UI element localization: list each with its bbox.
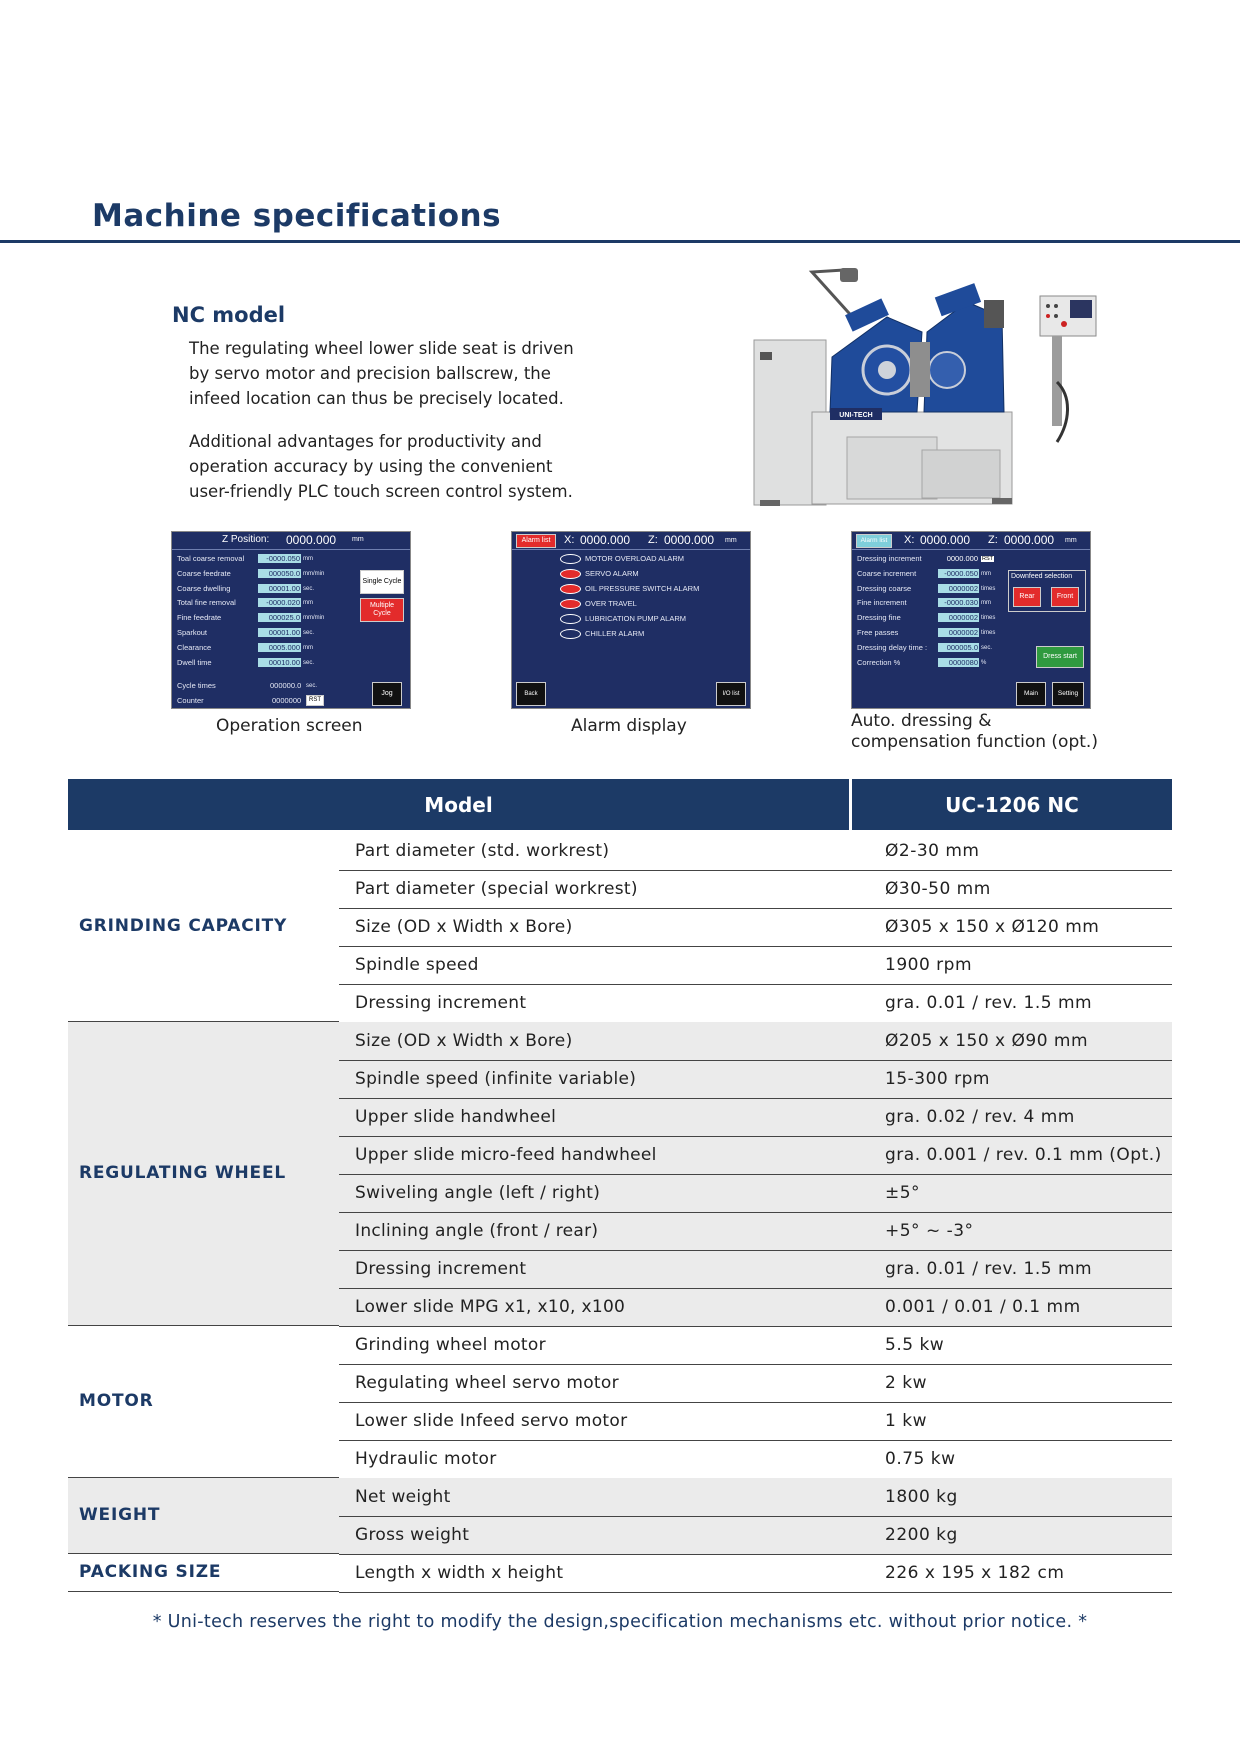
nc-model-paragraph-1	[189, 336, 609, 411]
spec-parameter: Part diameter (special workrest)	[355, 879, 638, 899]
setting-unit: mm/min	[303, 615, 325, 622]
io-list-button[interactable]: I/O list	[716, 682, 746, 706]
spec-parameter: Gross weight	[355, 1525, 470, 1545]
alarm-indicator-icon	[560, 584, 581, 594]
dressing-setting-label: Correction %	[857, 657, 901, 667]
group-divider	[68, 1591, 339, 1592]
table-row	[339, 946, 1172, 985]
back-button[interactable]: Back	[516, 682, 546, 706]
page-title: Machine specifications	[92, 198, 502, 234]
setting-button[interactable]: Setting	[1052, 682, 1084, 706]
setting-value-field[interactable]: 00001.00	[258, 628, 301, 637]
alarm-display-caption: Alarm display	[571, 716, 687, 736]
alarm-indicator-icon	[560, 554, 581, 564]
z-label: Z:	[988, 534, 998, 546]
dressing-setting-label: Dressing fine	[857, 613, 901, 623]
group-label: PACKING SIZE	[79, 1562, 222, 1582]
alarm-list-button[interactable]: Alarm list	[516, 534, 556, 548]
spec-value: 5.5 kw	[885, 1335, 945, 1355]
alarm-indicator-icon	[560, 599, 581, 609]
setting-label: Total fine removal	[177, 598, 236, 608]
paragraph-line: by servo motor and precision ballscrew, the	[189, 364, 551, 383]
setting-unit: mm	[303, 644, 313, 651]
unit-label: mm	[1065, 537, 1077, 544]
table-row	[339, 1326, 1172, 1365]
rst-button[interactable]: RST	[306, 695, 324, 706]
operation-screen-caption: Operation screen	[216, 716, 363, 736]
alarm-indicator-icon	[560, 569, 581, 579]
table-row	[339, 1136, 1172, 1175]
spec-value: gra. 0.02 / rev. 4 mm	[885, 1107, 1075, 1127]
paragraph-line: The regulating wheel lower slide seat is driven	[189, 339, 574, 358]
downfeed-selection-label: Downfeed selection	[1011, 573, 1073, 580]
setting-unit: sec.	[303, 659, 315, 666]
spec-value: 1900 rpm	[885, 955, 973, 975]
spec-parameter: Upper slide handwheel	[355, 1107, 557, 1127]
table-row	[339, 1478, 1172, 1517]
setting-value-field[interactable]: -0000.020	[258, 598, 301, 607]
table-row	[339, 1174, 1172, 1213]
dressing-value-field[interactable]: 0000080	[938, 658, 979, 667]
main-button[interactable]: Main	[1016, 682, 1046, 706]
setting-unit: sec.	[303, 585, 315, 592]
dressing-unit: mm	[981, 570, 991, 577]
setting-label: Toal coarse removal	[177, 554, 245, 563]
table-row	[339, 870, 1172, 909]
group-divider	[68, 1325, 339, 1326]
dressing-value-field[interactable]: -0000.030	[938, 598, 979, 607]
setting-label: Coarse feedrate	[177, 568, 231, 578]
table-header-model-number: UC-1206 NC	[852, 779, 1172, 830]
cycle-times-unit: sec.	[306, 683, 318, 689]
spec-value: Ø2-30 mm	[885, 841, 980, 861]
alarm-label: LUBRICATION PUMP ALARM	[585, 614, 686, 623]
alarm-screen-header	[512, 532, 750, 550]
spec-parameter: Upper slide micro-feed handwheel	[355, 1145, 657, 1165]
dressing-caption-line: Auto. dressing &	[851, 711, 992, 731]
dress-start-button[interactable]: Dress start	[1036, 646, 1084, 668]
dressing-unit: mm	[981, 600, 991, 607]
table-row	[339, 1250, 1172, 1289]
spec-value: 2 kw	[885, 1373, 927, 1393]
operation-screen-image	[171, 531, 411, 709]
paragraph-line: infeed location can thus be precisely located.	[189, 389, 564, 408]
downfeed-selection-box	[1008, 570, 1086, 612]
setting-value-field[interactable]: 00001.00	[258, 584, 301, 593]
table-row	[339, 1554, 1172, 1593]
table-row	[339, 1402, 1172, 1441]
setting-label: Coarse dwelling	[177, 583, 231, 593]
spec-parameter: Inclining angle (front / rear)	[355, 1221, 599, 1241]
dressing-setting-label: Free passes	[857, 628, 899, 637]
spec-value: 2200 kg	[885, 1525, 958, 1545]
spec-parameter: Regulating wheel servo motor	[355, 1373, 619, 1393]
setting-value-field[interactable]: 000050.0	[258, 569, 301, 578]
dressing-unit: %	[981, 659, 987, 666]
alarm-indicator-icon	[560, 629, 581, 639]
spec-value: +5° ~ -3°	[885, 1221, 974, 1241]
paragraph-line: user-friendly PLC touch screen control system.	[189, 482, 573, 501]
jog-button[interactable]: Jog	[372, 682, 402, 706]
x-label: X:	[904, 534, 915, 546]
dressing-caption	[851, 711, 1098, 753]
z-position-header	[172, 532, 410, 550]
z-value: 0000.000	[664, 533, 715, 547]
dressing-screen-image	[851, 531, 1091, 709]
alarm-indicator-icon	[560, 614, 581, 624]
spec-parameter: Spindle speed (infinite variable)	[355, 1069, 637, 1089]
dressing-screen-header	[852, 532, 1090, 550]
title-divider	[0, 240, 1240, 243]
spec-value: 0.75 kw	[885, 1449, 956, 1469]
dressing-setting-label: Dressing coarse	[857, 583, 912, 593]
cycle-times-value: 000000.0	[270, 681, 302, 690]
dressing-setting-label: Fine increment	[857, 598, 907, 608]
alarm-label: SERVO ALARM	[585, 569, 639, 578]
spec-parameter: Part diameter (std. workrest)	[355, 841, 610, 861]
spec-parameter: Grinding wheel motor	[355, 1335, 546, 1355]
table-header-model: Model	[68, 779, 849, 830]
spec-value: ±5°	[885, 1183, 921, 1203]
table-row	[339, 1212, 1172, 1251]
setting-unit: mm	[303, 600, 313, 607]
alarm-label: MOTOR OVERLOAD ALARM	[585, 554, 685, 563]
spec-value: 0.001 / 0.01 / 0.1 mm	[885, 1297, 1081, 1317]
table-row	[339, 984, 1172, 1023]
spec-parameter: Dressing increment	[355, 993, 527, 1013]
spec-parameter: Net weight	[355, 1487, 451, 1507]
unit-label: mm	[725, 537, 737, 544]
spec-parameter: Dressing increment	[355, 1259, 527, 1279]
z-position-value: 0000.000	[286, 533, 337, 547]
dressing-value-field[interactable]: 000005.0	[938, 643, 979, 652]
setting-label: Clearance	[177, 642, 212, 652]
x-value: 0000.000	[920, 533, 971, 547]
spec-value: 226 x 195 x 182 cm	[885, 1563, 1065, 1583]
group-divider	[68, 1553, 339, 1554]
dressing-unit: sec.	[981, 644, 993, 651]
rear-button[interactable]: Rear	[1013, 587, 1041, 607]
setting-value-field[interactable]: 0005.000	[258, 643, 301, 652]
paragraph-line: operation accuracy by using the convenient	[189, 457, 553, 476]
table-row	[339, 1098, 1172, 1137]
dressing-caption-line: compensation function (opt.)	[851, 732, 1098, 752]
setting-label: Dwell time	[177, 657, 212, 667]
dressing-setting-label: Coarse increment	[857, 568, 917, 578]
table-row	[339, 1288, 1172, 1327]
spec-value: 1800 kg	[885, 1487, 958, 1507]
dressing-unit: times	[981, 585, 996, 592]
dressing-unit: times	[981, 615, 996, 622]
x-value: 0000.000	[580, 533, 631, 547]
alarm-list-button[interactable]: Alarm list	[856, 534, 892, 548]
uni-tech-logo-text: UNI-TECH	[839, 412, 873, 419]
setting-value-field[interactable]: -0000.050	[258, 554, 301, 563]
nc-model-heading: NC model	[172, 303, 286, 327]
setting-label: Sparkout	[177, 628, 208, 637]
spec-parameter: Lower slide MPG x1, x10, x100	[355, 1297, 626, 1317]
paragraph-line: Additional advantages for productivity and	[189, 432, 542, 451]
setting-label: Fine feedrate	[177, 613, 222, 623]
group-label: MOTOR	[79, 1391, 154, 1411]
spec-value: gra. 0.01 / rev. 1.5 mm	[885, 993, 1093, 1013]
spec-parameter: Size (OD x Width x Bore)	[355, 917, 573, 937]
z-label: Z:	[648, 534, 658, 546]
counter-label: Counter	[177, 696, 204, 705]
dressing-value-field[interactable]: 0000002	[938, 584, 979, 593]
spec-parameter: Swiveling angle (left / right)	[355, 1183, 601, 1203]
spec-value: Ø30-50 mm	[885, 879, 991, 899]
spec-value: 1 kw	[885, 1411, 927, 1431]
table-row	[339, 1060, 1172, 1099]
dressing-value-field[interactable]: 0000002	[938, 628, 979, 637]
dressing-setting-label: Dressing delay time :	[857, 642, 928, 652]
setting-value-field[interactable]: 000025.0	[258, 613, 301, 622]
table-row	[339, 908, 1172, 947]
spec-value: gra. 0.001 / rev. 0.1 mm (Opt.)	[885, 1145, 1162, 1165]
alarm-display-image	[511, 531, 751, 709]
dressing-setting-label: Dressing increment	[857, 554, 922, 563]
spec-value: gra. 0.01 / rev. 1.5 mm	[885, 1259, 1093, 1279]
setting-unit: sec.	[303, 630, 315, 636]
grinding-machine-image	[752, 262, 1104, 507]
spec-value: Ø205 x 150 x Ø90 mm	[885, 1031, 1089, 1051]
spec-parameter: Size (OD x Width x Bore)	[355, 1031, 573, 1051]
group-label: WEIGHT	[79, 1505, 161, 1525]
dressing-value-field[interactable]: 0000002	[938, 613, 979, 622]
single-cycle-button[interactable]: Single Cycle	[360, 570, 404, 594]
table-row	[339, 1516, 1172, 1555]
z-position-unit: mm	[352, 536, 364, 543]
table-row	[339, 1364, 1172, 1403]
cycle-times-label: Cycle times	[177, 681, 216, 690]
counter-value: 0000000	[272, 696, 302, 705]
setting-unit: mm	[303, 556, 313, 562]
setting-unit: mm/min	[303, 570, 325, 577]
dressing-unit: RST	[982, 556, 993, 562]
alarm-label: OIL PRESSURE SWITCH ALARM	[585, 584, 700, 593]
spec-parameter: Spindle speed	[355, 955, 479, 975]
z-value: 0000.000	[1004, 533, 1055, 547]
dressing-value-field[interactable]: 0000.000	[946, 554, 978, 563]
group-label: REGULATING WHEEL	[79, 1163, 286, 1183]
spec-value: Ø305 x 150 x Ø120 mm	[885, 917, 1100, 937]
dressing-unit: times	[981, 630, 996, 636]
spec-value: 15-300 rpm	[885, 1069, 990, 1089]
z-position-label: Z Position:	[222, 534, 270, 545]
disclaimer-footnote: * Uni-tech reserves the right to modify the design,specification mechanisms etc. without prior notice. *	[152, 1612, 1088, 1632]
table-row	[339, 1440, 1172, 1479]
spec-parameter: Length x width x height	[355, 1563, 564, 1583]
nc-model-paragraph-2	[189, 429, 609, 504]
x-label: X:	[564, 534, 575, 546]
alarm-label: OVER TRAVEL	[585, 599, 637, 608]
table-row	[339, 832, 1172, 871]
spec-parameter: Lower slide Infeed servo motor	[355, 1411, 628, 1431]
alarm-label: CHILLER ALARM	[585, 629, 645, 638]
setting-value-field[interactable]: 00010.00	[258, 658, 301, 667]
front-button[interactable]: Front	[1051, 587, 1079, 607]
group-label: GRINDING CAPACITY	[79, 916, 288, 936]
dressing-value-field[interactable]: -0000.050	[938, 569, 979, 578]
spec-parameter: Hydraulic motor	[355, 1449, 497, 1469]
multiple-cycle-button[interactable]: Multiple Cycle	[360, 598, 404, 622]
table-row	[339, 1022, 1172, 1061]
